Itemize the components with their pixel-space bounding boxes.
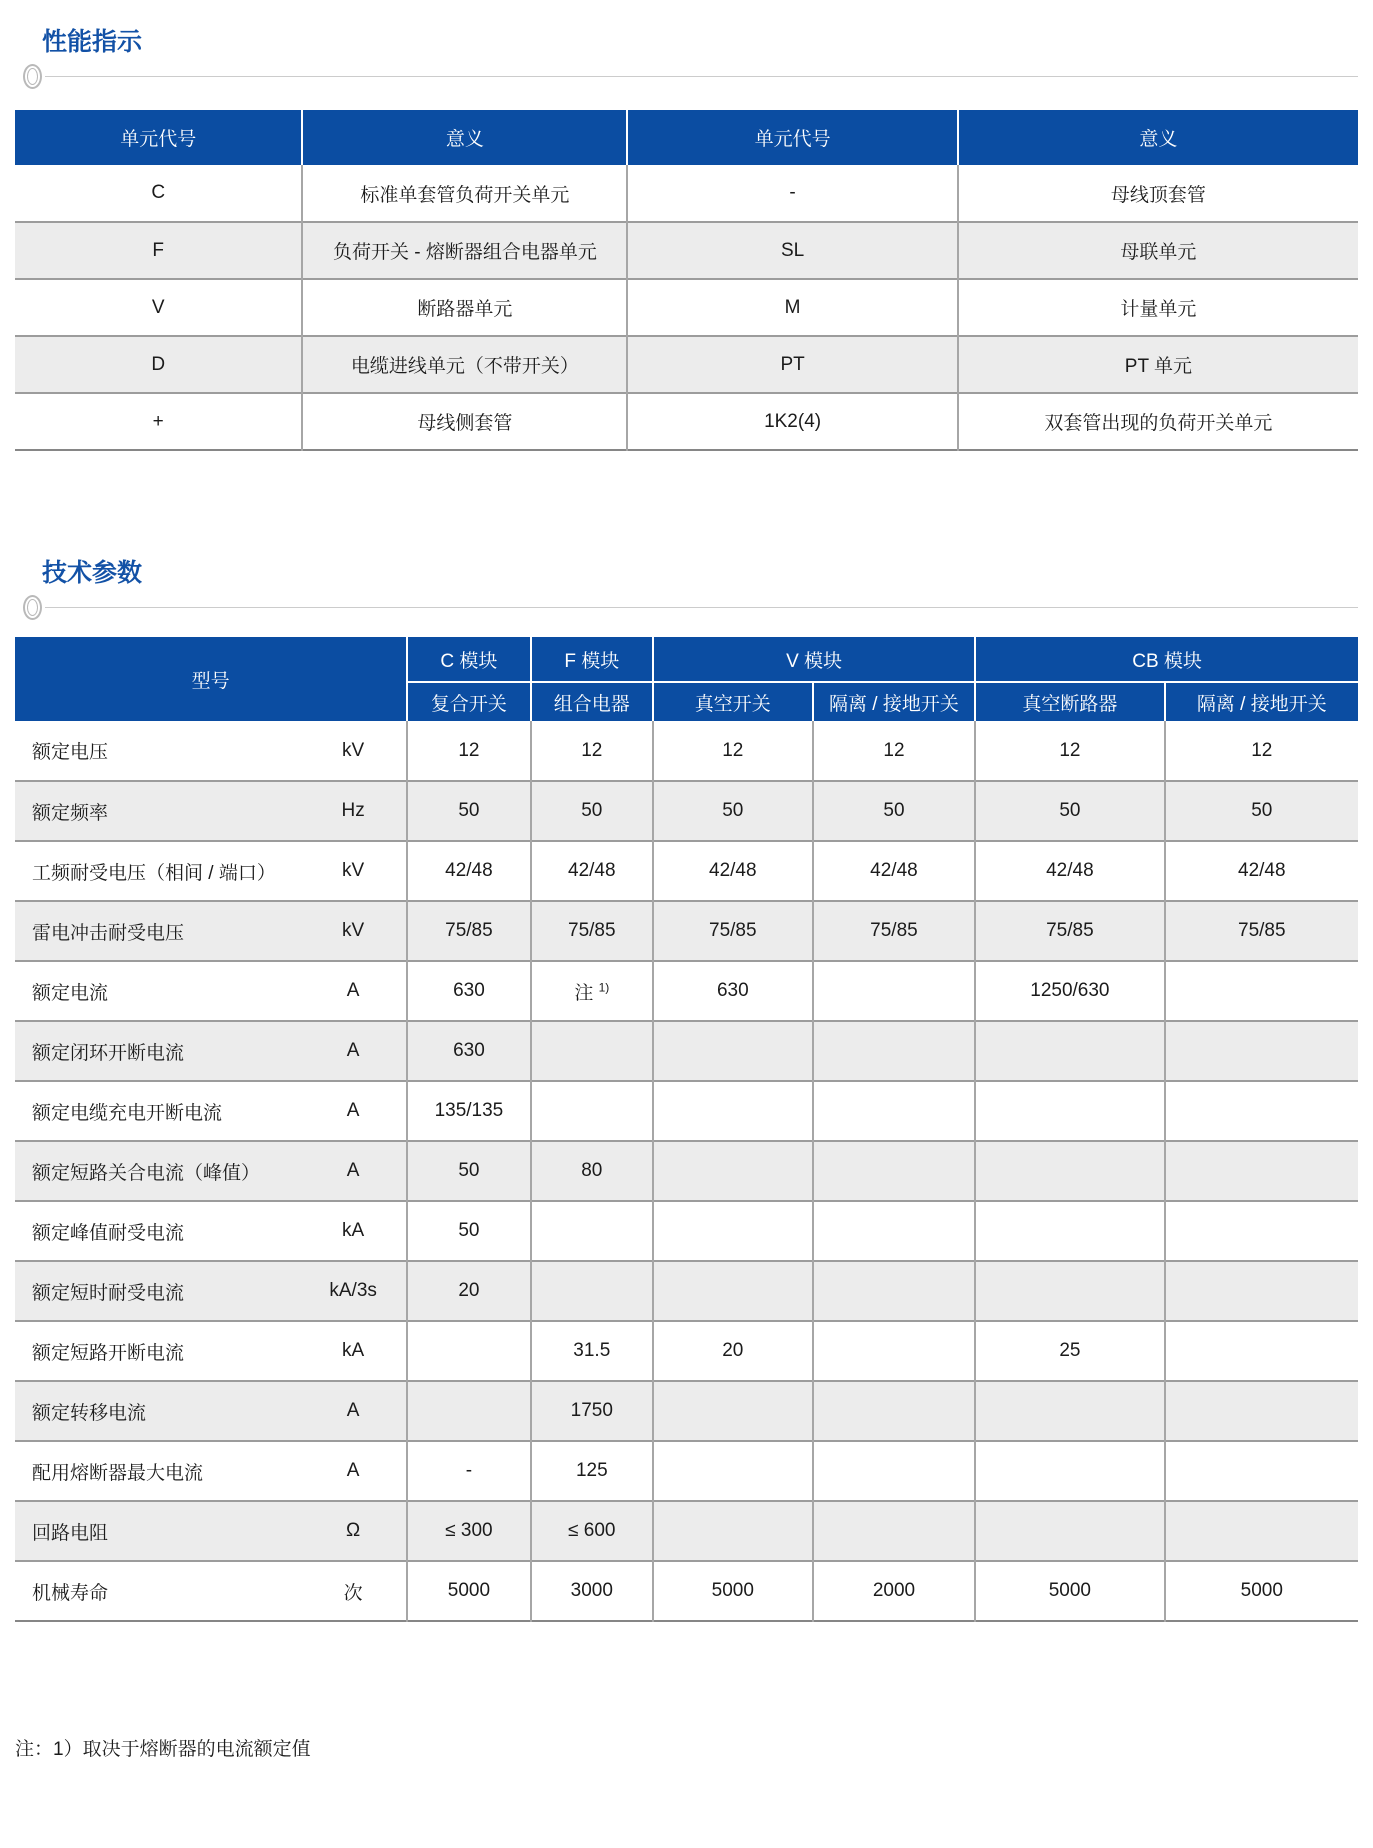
header-row [15,110,1358,165]
unit-table-cell: 断路器单元 [302,279,627,336]
parameter-name: 工频耐受电压（相间 / 端口） [32,862,276,884]
value-cell [975,1381,1164,1441]
unit-table-body [15,165,1358,450]
unit-table-cell: 母线顶套管 [958,165,1358,222]
value-cell: 50 [653,781,813,841]
value-cell [813,1321,976,1381]
value-cell [1165,1381,1358,1441]
parameter-unit: kV [342,920,365,941]
parameter-unit: Ω [346,1520,361,1541]
value-cell [1165,1321,1358,1381]
section-title-performance: 性能指示 [42,28,143,56]
tech-table-header [15,637,1358,721]
parameter-unit: A [346,1460,360,1481]
parameter-wrap [15,1398,406,1425]
table-row [15,901,1358,961]
value-cell: 42/48 [975,841,1164,901]
value-cell [975,1081,1164,1141]
sub-header-isolate-earth-v: 隔离 / 接地开关 [813,682,976,721]
unit-table-cell: 负荷开关 - 熔断器组合电器单元 [302,222,627,279]
value-cell: 31.5 [531,1321,653,1381]
value-cell [813,1501,976,1561]
value-cell: 12 [813,721,976,781]
value-cell [813,1441,976,1501]
value-cell [975,1261,1164,1321]
parameter-wrap [15,1218,406,1245]
value-cell: 42/48 [653,841,813,901]
parameter-cell [15,901,407,961]
parameter-cell [15,1141,407,1201]
table-row [15,1321,1358,1381]
value-cell [813,1381,976,1441]
value-cell [531,1261,653,1321]
parameter-cell [15,1441,407,1501]
parameter-unit: kV [342,739,365,761]
table-row [15,841,1358,901]
sub-header-isolate-earth-cb: 隔离 / 接地开关 [1165,682,1358,721]
value-cell: 630 [407,961,531,1021]
value-cell: 80 [531,1141,653,1201]
footnote-marker: 1) [598,980,610,995]
parameter-name: 回路电阻 [32,1522,109,1544]
value-cell: 5000 [653,1561,813,1621]
value-cell [813,1141,976,1201]
unit-table-cell: D [15,336,302,393]
table-row [15,1021,1358,1081]
parameter-cell [15,1201,407,1261]
value-cell [1165,1501,1358,1561]
parameter-cell [15,1501,407,1561]
parameter-cell [15,961,407,1021]
group-header-v-module: V 模块 [653,637,975,682]
value-cell [975,1501,1164,1561]
unit-table-cell: 计量单元 [958,279,1358,336]
column-header-unit-code-2: 单元代号 [627,110,957,165]
value-cell [1165,1441,1358,1501]
group-header-c-module: C 模块 [407,637,531,682]
parameter-cell [15,1081,407,1141]
section-divider [15,595,1358,621]
value-cell: 12 [531,721,653,781]
parameter-name: 额定电流 [32,982,109,1004]
unit-table-cell: 标准单套管负荷开关单元 [302,165,627,222]
parameter-unit: 次 [343,1582,363,1604]
value-cell: 1250/630 [975,961,1164,1021]
parameter-unit: A [346,1160,360,1181]
value-cell [1165,1201,1358,1261]
parameter-name: 额定频率 [32,802,109,824]
value-cell: - [407,1441,531,1501]
column-header-unit-code-1: 单元代号 [15,110,302,165]
parameter-name: 机械寿命 [32,1582,109,1604]
value-cell [653,1501,813,1561]
unit-table-cell: C [151,182,166,203]
value-cell [653,1261,813,1321]
unit-table-cell: + [15,393,302,450]
parameter-wrap [15,858,406,885]
divider-line [45,607,1358,608]
value-cell: 630 [653,961,813,1021]
unit-table-cell: M [627,279,957,336]
value-cell: 125 [531,1441,653,1501]
header-row-groups [15,637,1358,682]
unit-table-cell: 母联单元 [958,222,1358,279]
value-cell [407,1381,531,1441]
value-cell: 1750 [531,1381,653,1441]
value-cell: 2000 [813,1561,976,1621]
parameter-name: 额定短时耐受电流 [32,1282,185,1304]
value-cell: 12 [407,721,531,781]
value-cell [975,1141,1164,1201]
value-cell [813,1021,976,1081]
sub-header-combination-device: 组合电器 [531,682,653,721]
value-cell [1165,1261,1358,1321]
table-row [15,1141,1358,1201]
value-cell [975,1021,1164,1081]
parameter-name: 额定转移电流 [32,1402,147,1424]
unit-table-cell: PT [627,336,957,393]
parameter-unit: Hz [341,800,365,821]
parameter-cell [15,1321,407,1381]
tech-table-body [15,721,1358,1621]
section-technical-head [15,557,1358,611]
table-row [15,1441,1358,1501]
table-row [15,1261,1358,1321]
value-cell: 20 [407,1261,531,1321]
unit-table-cell: 1K2(4) [627,393,957,450]
value-cell: 50 [407,781,531,841]
sub-header-vacuum-switch: 真空开关 [653,682,813,721]
value-cell [653,1381,813,1441]
value-cell [1165,961,1358,1021]
group-header-f-module: F 模块 [531,637,653,682]
model-header-cell: 型号 [15,637,407,721]
value-cell [653,1021,813,1081]
value-cell [813,1201,976,1261]
parameter-wrap [15,737,406,764]
value-cell [975,1441,1164,1501]
parameter-cell [15,1561,407,1621]
column-header-meaning-2: 意义 [958,110,1358,165]
value-cell: 135/135 [407,1081,531,1141]
parameter-name: 额定短路关合电流（峰值） [32,1162,261,1184]
parameter-wrap [15,1458,406,1485]
value-cell: 5000 [975,1561,1164,1621]
table-row [15,961,1358,1021]
value-cell [531,1081,653,1141]
parameter-wrap [15,1038,406,1065]
value-cell: 50 [975,781,1164,841]
table-row [15,393,1358,450]
parameter-name: 额定闭环开断电流 [32,1042,185,1064]
sub-header-composite-switch: 复合开关 [407,682,531,721]
parameter-wrap [15,1278,406,1305]
value-cell: 75/85 [975,901,1164,961]
value-cell [531,1201,653,1261]
value-cell [407,1321,531,1381]
column-header-meaning-1: 意义 [302,110,627,165]
table-row [15,336,1358,393]
divider-line [45,76,1358,77]
parameter-cell [15,781,407,841]
value-cell: 5000 [407,1561,531,1621]
group-header-cb-module: CB 模块 [975,637,1358,682]
table-row [15,1501,1358,1561]
tech-parameter-table [15,637,1358,1622]
unit-table-cell: F [15,222,302,279]
footnote: 注：1）取决于熔断器的电流额定值 [15,1739,311,1760]
table-row [15,1381,1358,1441]
value-cell: 42/48 [1165,841,1358,901]
unit-table-cell: - [627,165,957,222]
value-cell: 20 [653,1321,813,1381]
value-cell [1165,1081,1358,1141]
value-cell: 12 [975,721,1164,781]
value-cell: 75/85 [1165,901,1358,961]
table-row [15,165,1358,222]
parameter-unit: A [346,980,360,1001]
value-cell: 注 $^{1)}$ [531,961,653,1021]
unit-table-cell: 母线侧套管 [302,393,627,450]
table-row [15,781,1358,841]
parameter-wrap [15,1518,406,1545]
value-cell [653,1141,813,1201]
value-cell: 75/85 [407,901,531,961]
unit-table-cell: PT 单元 [958,336,1358,393]
value-cell: 75/85 [531,901,653,961]
table-row [15,721,1358,781]
value-cell: 50 [1165,781,1358,841]
value-cell: 50 [531,781,653,841]
table-row [15,1561,1358,1621]
value-cell: 42/48 [813,841,976,901]
value-cell [653,1201,813,1261]
parameter-unit: kA [342,1340,365,1361]
parameter-unit: A [346,1100,360,1121]
unit-code-table [15,110,1358,451]
value-cell: ≤ 600 [531,1501,653,1561]
parameter-cell [15,721,407,781]
parameter-unit: kA/3s [329,1280,377,1301]
section-title-technical: 技术参数 [42,559,143,587]
value-cell: 75/85 [813,901,976,961]
parameter-name: 额定峰值耐受电流 [32,1222,185,1244]
value-cell [1165,1021,1358,1081]
value-cell: 630 [407,1021,531,1081]
unit-table-header [15,110,1358,165]
parameter-name: 额定电压 [32,742,109,763]
value-cell: ≤ 300 [407,1501,531,1561]
value-cell: 12 [653,721,813,781]
parameter-unit: A [346,1400,360,1421]
parameter-wrap [15,1578,406,1605]
value-cell [653,1081,813,1141]
unit-table-cell: SL [627,222,957,279]
value-cell [1165,1141,1358,1201]
parameter-name: 配用熔断器最大电流 [32,1462,204,1484]
section-performance-head [15,26,1358,80]
value-cell: 3000 [531,1561,653,1621]
value-cell [531,1021,653,1081]
value-cell: 50 [407,1141,531,1201]
ring-icon [23,64,42,89]
value-cell [813,961,976,1021]
value-cell: 25 [975,1321,1164,1381]
parameter-cell [15,1261,407,1321]
value-cell: 5000 [1165,1561,1358,1621]
parameter-wrap [15,1098,406,1125]
parameter-cell [15,841,407,901]
parameter-name: 额定电缆充电开断电流 [32,1102,223,1124]
parameter-cell [15,1381,407,1441]
unit-table-cell: 双套管出现的负荷开关单元 [958,393,1358,450]
value-cell [975,1201,1164,1261]
parameter-wrap [15,978,406,1005]
value-cell: 12 [1165,721,1358,781]
sub-header-vacuum-breaker: 真空断路器 [975,682,1164,721]
value-cell: 75/85 [653,901,813,961]
parameter-unit: kV [342,860,365,881]
table-row [15,1081,1358,1141]
value-cell: 50 [813,781,976,841]
unit-table-cell: 电缆进线单元（不带开关） [302,336,627,393]
parameter-name: 雷电冲击耐受电压 [32,922,185,944]
value-cell [653,1441,813,1501]
value-cell [813,1261,976,1321]
section-divider [15,64,1358,90]
unit-table-cell: V [15,279,302,336]
value-cell: 50 [407,1201,531,1261]
table-row [15,1201,1358,1261]
parameter-wrap [15,798,406,825]
table-row [15,222,1358,279]
value-cell: 42/48 [407,841,531,901]
parameter-wrap [15,1158,406,1185]
parameter-wrap [15,1338,406,1365]
parameter-name: 额定短路开断电流 [32,1342,185,1364]
parameter-unit: A [346,1040,360,1061]
parameter-cell [15,1021,407,1081]
parameter-unit: kA [342,1220,365,1241]
value-cell: 42/48 [531,841,653,901]
ring-icon [23,595,42,620]
value-cell [813,1081,976,1141]
table-row [15,279,1358,336]
parameter-wrap [15,918,406,945]
